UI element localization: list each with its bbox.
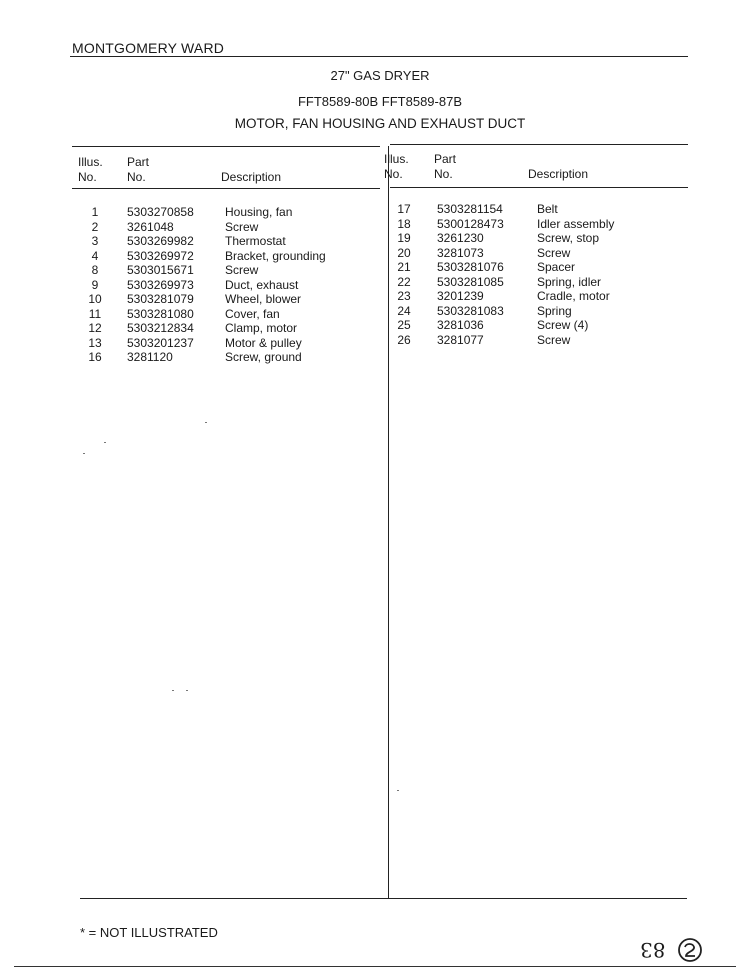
part-description: Spring — [537, 303, 572, 318]
left-part-header — [127, 155, 149, 185]
part-description: Cover, fan — [225, 306, 280, 321]
illus-number: 24 — [397, 303, 411, 318]
part-description: Housing, fan — [225, 205, 293, 219]
part-number: 3281073 — [437, 245, 484, 260]
left-header-bottom-rule — [72, 188, 380, 189]
page-mark — [640, 936, 710, 966]
illus-number: 16 — [88, 350, 102, 364]
illus-number: 17 — [397, 202, 411, 216]
part-number: 5303281079 — [127, 292, 194, 306]
part-description: Screw, stop — [537, 231, 600, 245]
illus-number: 13 — [88, 335, 102, 350]
right-part-header — [434, 152, 456, 182]
illus-number: 3 — [91, 234, 99, 248]
scan-speck — [397, 790, 399, 791]
part-description: Screw (4) — [537, 318, 589, 332]
part-number: 5303269972 — [127, 248, 194, 263]
part-number: 5303281076 — [437, 260, 504, 274]
part-description: Screw — [537, 332, 571, 347]
part-description: Screw, ground — [225, 350, 302, 364]
right-illus-header — [384, 152, 409, 182]
part-number: 5303270858 — [127, 205, 194, 219]
part-number: 3261048 — [127, 219, 174, 234]
part-description: Bracket, grounding — [225, 248, 326, 263]
model-numbers: FFT8589-80B FFT8589-87B — [297, 94, 463, 109]
illus-number: 1 — [91, 205, 99, 219]
part-description: Screw — [537, 245, 571, 260]
illus-number: 8 — [91, 263, 99, 277]
illus-number: 20 — [397, 245, 411, 260]
part-number: 3201239 — [437, 289, 484, 303]
part-description: Motor & pulley — [225, 335, 302, 350]
part-description: Spacer — [537, 260, 576, 274]
part-number: 5303281083 — [437, 303, 504, 318]
part-header-line2: No. — [127, 170, 146, 184]
product-title: 27" GAS DRYER — [330, 68, 430, 83]
part-number: 5303269973 — [127, 277, 194, 292]
right-header-top-rule — [390, 144, 688, 145]
illus-number: 12 — [88, 321, 102, 335]
right-header-bottom-rule — [390, 187, 688, 188]
part-number: 5303269982 — [127, 234, 194, 248]
scan-speck — [83, 453, 85, 454]
part-description: Cradle, motor — [537, 289, 610, 303]
part-description: Clamp, motor — [225, 321, 298, 335]
part-description: Wheel, blower — [225, 292, 302, 306]
illus-header-line1: Illus. — [384, 152, 409, 166]
part-number: 5303281154 — [437, 202, 503, 216]
illus-number: 25 — [397, 318, 411, 332]
illus-number: 22 — [397, 274, 411, 289]
illus-number: 18 — [397, 216, 411, 231]
illus-number: 26 — [397, 332, 411, 347]
part-description: Belt — [537, 202, 558, 216]
left-header-top-rule — [72, 146, 380, 147]
illus-number: 11 — [88, 306, 102, 321]
part-description: Duct, exhaust — [225, 277, 299, 292]
part-number: 5303015671 — [127, 263, 194, 277]
part-number: 5303212834 — [127, 321, 194, 335]
scan-speck — [186, 690, 188, 691]
scan-speck — [205, 422, 207, 423]
left-illus-header — [78, 155, 103, 185]
part-number: 5303281080 — [127, 306, 194, 321]
part-description: Spring, idler — [537, 274, 602, 289]
part-header-line2: No. — [434, 167, 453, 181]
illus-number: 21 — [397, 260, 411, 274]
part-number: 3281036 — [437, 318, 484, 332]
scan-speck — [172, 690, 174, 691]
part-number: 3281077 — [437, 332, 484, 347]
part-number: 5303201237 — [127, 335, 194, 350]
part-header-line1: Part — [434, 152, 457, 166]
part-number: 3261230 — [437, 231, 484, 245]
not-illustrated-note: * = NOT ILLUSTRATED — [80, 925, 218, 940]
illus-number: 10 — [88, 292, 102, 306]
illus-number: 19 — [397, 231, 411, 245]
left-description-header: Description — [221, 170, 282, 184]
part-number: 5303281085 — [437, 274, 504, 289]
part-number: 3281120 — [127, 350, 173, 364]
illus-number: 23 — [397, 289, 411, 303]
illus-header-line1: Illus. — [78, 155, 103, 169]
page-bottom-edge — [14, 966, 736, 967]
handwritten-page-number: 83 — [640, 938, 666, 962]
part-description: Screw — [225, 219, 259, 234]
illus-number: 4 — [91, 248, 99, 263]
top-divider — [70, 56, 688, 57]
part-description: Screw — [225, 263, 259, 277]
circled-mark-icon — [676, 936, 704, 964]
bottom-divider — [80, 898, 687, 899]
illus-number: 9 — [91, 277, 99, 292]
part-description: Thermostat — [225, 234, 286, 248]
part-description: Idler assembly — [537, 216, 615, 231]
part-number: 5300128473 — [437, 216, 504, 231]
right-description-header: Description — [528, 167, 589, 181]
brand-name: MONTGOMERY WARD — [72, 40, 225, 56]
scan-speck — [104, 442, 106, 443]
part-header-line1: Part — [127, 155, 150, 169]
section-title: MOTOR, FAN HOUSING AND EXHAUST DUCT — [234, 116, 526, 131]
illus-number: 2 — [91, 219, 99, 234]
illus-header-line2: No. — [384, 167, 403, 181]
illus-header-line2: No. — [78, 170, 97, 184]
